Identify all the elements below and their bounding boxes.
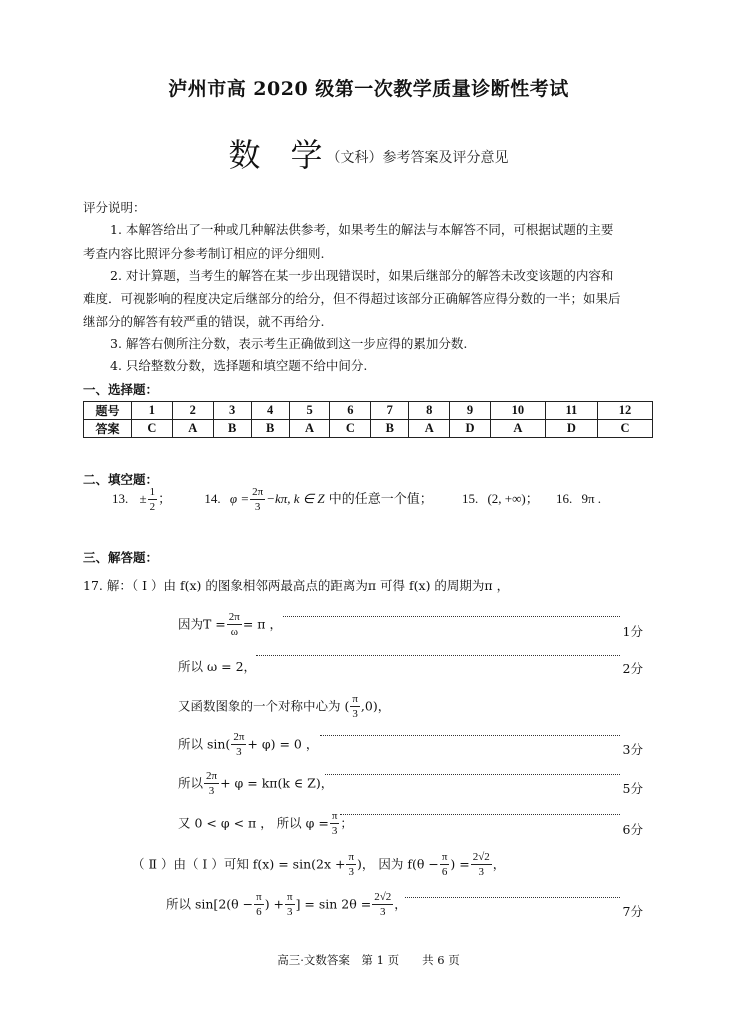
answer-cell: D: [450, 420, 491, 438]
question-number: 3: [213, 402, 251, 420]
answer-cell: A: [172, 420, 213, 438]
note-2-line-3: 继部分的解答有较严重的错误，就不再给分.: [83, 314, 325, 329]
q17-step-1: 因为T = $\frac{2\pi}{\omega}$ = π ，: [178, 611, 282, 638]
q16-answer: 9π .: [581, 490, 602, 506]
question-number: 4: [251, 402, 289, 420]
subject-char-1: 数: [228, 136, 261, 174]
q17-part2-line-2: 所以 sin[2(θ − $\frac{\pi}{6}$ ) + $\frac{\pi}{3}$ ] = sin 2θ = $\frac{2√2}{3}$ ，: [166, 891, 407, 918]
leader-dots: [405, 897, 620, 898]
subject-char-2: 学: [290, 136, 323, 174]
question-number: 11: [545, 402, 597, 420]
answer-cell: C: [132, 420, 173, 438]
question-number: 5: [289, 402, 330, 420]
q13-fraction: $\frac{1}{2}$: [149, 486, 156, 513]
question-number: 12: [597, 402, 652, 420]
subtitle-text: （文科）参考答案及评分意见: [326, 150, 509, 166]
q13-sign: ±: [139, 490, 147, 506]
leader-dots: [320, 735, 620, 736]
answer-cell: D: [545, 420, 597, 438]
answer-cell: C: [597, 420, 652, 438]
question-number: 2: [172, 402, 213, 420]
score-1: 1分: [622, 624, 643, 639]
answer-table: [83, 401, 653, 438]
q16-number: 16.: [555, 490, 573, 506]
q14-number: 14.: [204, 490, 221, 506]
score-6: 6分: [622, 822, 643, 837]
q17-step-4: 所以 sin( $\frac{2\pi}{3}$ + φ) = 0 ，: [178, 731, 319, 758]
note-1-line-2: 考查内容比照评分参考制订相应的评分细则.: [83, 246, 325, 261]
answer-cell: A: [490, 420, 545, 438]
score-3: 3分: [622, 742, 643, 757]
answer-cell: C: [330, 420, 371, 438]
note-1-line-1: 1. 本解答给出了一种或几种解法供参考，如果考生的解法与本解答不同，可根据试题的主要: [110, 222, 614, 237]
answer-cell: B: [213, 420, 251, 438]
leader-dots: [340, 814, 620, 815]
page-footer: 高三·文数答案 第 1 页 共 6 页: [277, 953, 460, 967]
section-1-heading: 一、选择题：: [83, 382, 159, 397]
q17-part2-line-1: （ Ⅱ ）由（ Ⅰ ）可知 f(x) = sin(2x + $\frac{\pi}{3}$ )， 因为 f(θ − $\frac{\pi}{6}$ ) = $\frac{2√2}{3}$ ，: [132, 851, 506, 878]
question-number: 8: [409, 402, 450, 420]
q17-step-2: 所以 ω = 2，: [178, 659, 257, 674]
score-2: 2分: [622, 661, 643, 676]
q17-step-6: 又 0 < φ < π ， 所以 φ = $\frac{\pi}{3}$ ；: [178, 810, 353, 837]
question-number: 7: [371, 402, 409, 420]
q15-answer: (2, +∞)；: [487, 490, 539, 506]
answer-cell: A: [409, 420, 450, 438]
score-5: 5分: [622, 781, 643, 796]
section-2-heading: 二、填空题：: [83, 472, 159, 487]
section-3-heading: 三、解答题：: [83, 550, 159, 565]
q14-fraction: $\frac{2\pi}{3}$: [252, 486, 264, 513]
answer-cell: A: [289, 420, 330, 438]
table-row-answers: [84, 420, 653, 438]
fill-in-answers: 13. ± $\frac{1}{2}$ ； 14. φ = $\frac{2\pi}{3}$ −kπ, k ∈ Z 中的任意一个值； 15. (2, +∞)； 16. 9π .: [112, 486, 602, 513]
document-title: 泸州市高 2020 级第一次教学质量诊断性考试: [168, 78, 569, 100]
grading-notes-label: 评分说明：: [83, 200, 146, 215]
row-label-answer: 答案: [84, 420, 132, 438]
answer-cell: B: [251, 420, 289, 438]
note-2-line-1: 2. 对计算题，当考生的解答在某一步出现错误时，如果后继部分的解答未改变该题的内容和: [110, 268, 614, 283]
leader-dots: [283, 616, 620, 617]
note-2-line-2: 难度．可视影响的程度决定后继部分的给分，但不得超过该部分正确解答应得分数的一半；如果后: [83, 291, 621, 306]
q15-number: 15.: [461, 490, 479, 506]
score-7: 7分: [622, 904, 643, 919]
question-number: 1: [132, 402, 173, 420]
q17-step-5: 所以 $\frac{2\pi}{3}$ + φ = kπ(k ∈ Z)，: [178, 770, 334, 797]
question-number: 10: [490, 402, 545, 420]
question-number: 6: [330, 402, 371, 420]
table-row-numbers: [84, 402, 653, 420]
leader-dots: [256, 655, 620, 656]
note-3: 3. 解答右侧所注分数，表示考生正确做到这一步应得的累加分数.: [110, 336, 468, 351]
leader-dots: [325, 774, 620, 775]
q13-number: 13.: [112, 490, 129, 506]
note-4: 4. 只给整数分数，选择题和填空题不给中间分.: [110, 358, 368, 373]
q17-step-3: 又函数图象的一个对称中心为 ( $\frac{\pi}{3}$ ,0)，: [178, 693, 391, 720]
question-number: 9: [450, 402, 491, 420]
q17-intro: 17. 解：（ Ⅰ ）由 f(x) 的图象相邻两最高点的距离为π 可得 f(x) 的周期为π ，: [83, 578, 510, 593]
answer-cell: B: [371, 420, 409, 438]
row-label-number: 题号: [84, 402, 132, 420]
document-subtitle: [0, 130, 737, 176]
